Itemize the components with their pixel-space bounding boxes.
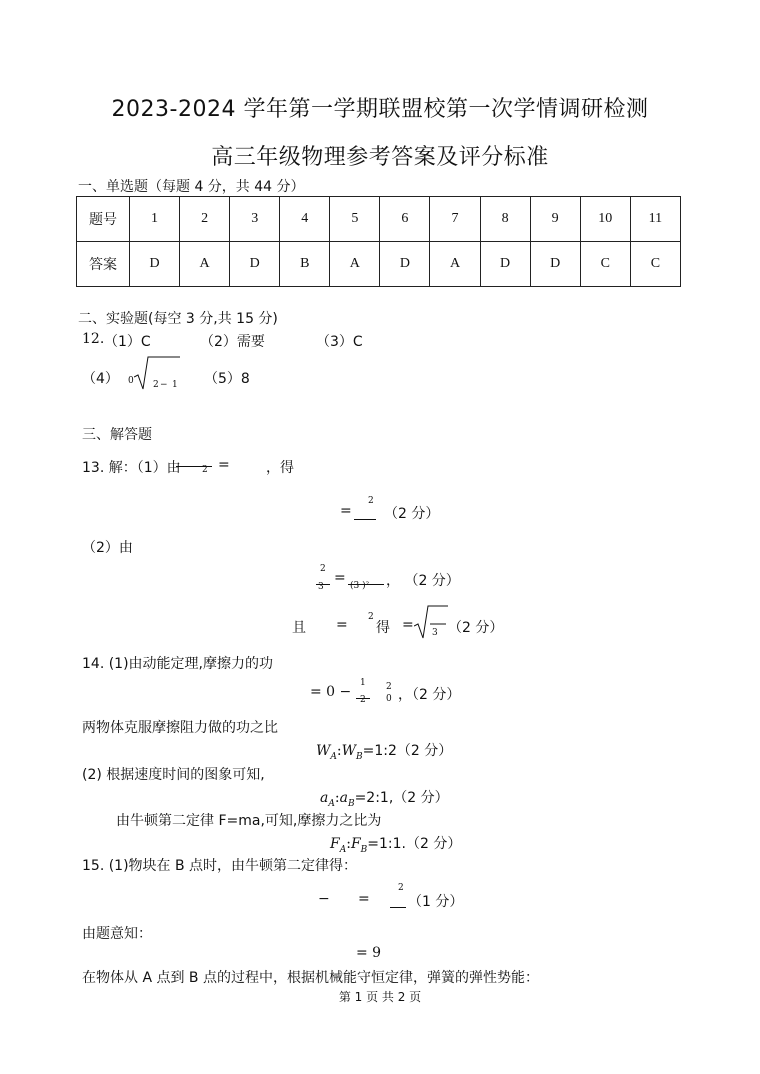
table-header-number: 题号 (77, 197, 130, 242)
q14-eq1-num: 1 (360, 678, 366, 688)
q12-part4: （4） (82, 371, 119, 387)
q15-line3: 在物体从 A 点到 B 点的过程中，根据机械能守恒定律，弹簧的弹性势能： (82, 970, 539, 986)
table-cell-number: 9 (530, 197, 580, 242)
q14-aa: a (320, 790, 329, 806)
q14-fb: F (350, 836, 361, 852)
q12-part1: （1）C (104, 334, 151, 350)
section3-heading: 三、解答题 (82, 427, 152, 443)
q13-eq4-score: （2 分） (448, 620, 504, 636)
table-cell-number: 2 (180, 197, 230, 242)
q14-wa-sub: A (330, 751, 337, 762)
q15-eq1-score: （1 分） (408, 894, 464, 910)
q13-part2: （2）由 (82, 540, 133, 556)
q14-eq1-sup: 2 (386, 682, 392, 692)
q13-eq3-score: ， （2 分） (386, 573, 460, 589)
table-cell-number: 1 (130, 197, 180, 242)
q13-eq3-den: 3 (318, 582, 324, 592)
q13-eq3-den2: (3 )² (350, 581, 370, 591)
q12-part4-sub0: 0 (128, 376, 134, 386)
q12-part2: （2）需要 (200, 334, 265, 350)
q13-eq2-bar (354, 519, 376, 520)
q13-eq1-get: ，得 (266, 460, 294, 476)
q14-fa: F (330, 836, 340, 852)
table-cell-answer: D (530, 242, 580, 287)
q14-colon1: : (336, 743, 342, 759)
q13-eq2-score: （2 分） (384, 506, 440, 522)
table-cell-number: 5 (330, 197, 380, 242)
q12-part5: （5）8 (204, 371, 250, 387)
q13-eq3-equals: = (334, 570, 346, 586)
q13-eq4-get: 得 (376, 620, 390, 636)
table-cell-answer: B (280, 242, 330, 287)
q13-eq4-sup: 2 (368, 612, 374, 622)
section1-heading: 一、单选题（每题 4 分，共 44 分） (78, 179, 305, 195)
document-title: 2023-2024 学年第一学期联盟校第一次学情调研检测 (111, 97, 649, 122)
q14-force-ratio (330, 833, 461, 855)
q13-eq2-sup: 2 (368, 496, 374, 506)
table-header-answer: 答案 (77, 242, 130, 287)
q13-eq4-equals1: = (336, 617, 348, 633)
q15-eq2: = 9 (356, 945, 382, 961)
q14-colon2: : (334, 790, 340, 806)
q14-work-ratio (316, 740, 452, 762)
q14-line5: 由牛顿第二定律 F=ma,可知,摩擦力之比为 (116, 813, 382, 829)
table-cell-number: 7 (430, 197, 480, 242)
table-cell-number: 4 (280, 197, 330, 242)
q14-ratio2: =2:1,（2 分） (354, 790, 449, 806)
table-cell-number: 11 (630, 197, 680, 242)
q14-eq1-score: ，（2 分） (398, 687, 461, 703)
q14-ab-sub: B (347, 798, 355, 809)
q14-eq1-sub: 0 (386, 694, 392, 704)
table-cell-answer: A (180, 242, 230, 287)
q15-eq1-bar (390, 907, 406, 908)
section2-heading: 二、实验题(每空 3 分,共 15 分) (78, 311, 278, 327)
answer-table (76, 196, 681, 287)
q12-number: 12. (82, 331, 105, 347)
q13-eq4-den: 3 (432, 628, 438, 638)
table-cell-number: 3 (230, 197, 280, 242)
q15-part1: 15. (1)物块在 B 点时，由牛顿第二定律得： (82, 858, 358, 874)
q13-eq2-equals: = (340, 503, 352, 519)
table-cell-answer: D (480, 242, 530, 287)
q13-eq1-sub: 2 (202, 465, 208, 475)
q15-line2: 由题意知： (82, 926, 152, 942)
table-cell-number: 8 (480, 197, 530, 242)
q14-accel-ratio (320, 787, 449, 809)
table-cell-answer: D (380, 242, 430, 287)
table-row-numbers (77, 197, 681, 242)
q13-eq4-equals2: = (402, 617, 414, 633)
q14-part2: (2) 根据速度时间的图象可知, (82, 767, 265, 783)
q14-ab: a (339, 790, 348, 806)
q12-part4-sub1: 1 (172, 380, 178, 390)
table-cell-answer: C (630, 242, 680, 287)
document-subtitle: 高三年级物理参考答案及评分标准 (211, 145, 549, 170)
table-cell-answer: A (330, 242, 380, 287)
table-cell-answer: D (130, 242, 180, 287)
q14-fb-sub: B (360, 844, 368, 855)
q13-intro: 13. 解：（1）由 (82, 460, 181, 476)
q15-eq1-equals: = (358, 891, 370, 907)
sqrt-symbol-icon (414, 604, 448, 640)
q14-line2: 两物体克服摩擦阻力做的功之比 (82, 720, 278, 736)
q14-eq1: = 0 − (310, 684, 352, 700)
q14-ratio1: =1:2（2 分） (362, 743, 453, 759)
q15-eq1-minus: − (318, 891, 330, 907)
table-cell-answer: A (430, 242, 480, 287)
table-cell-answer: C (580, 242, 630, 287)
q12-part4-sub2: 2 (153, 380, 159, 390)
table-cell-number: 6 (380, 197, 430, 242)
q14-wb: W (341, 743, 356, 759)
table-cell-answer: D (230, 242, 280, 287)
q14-colon3: : (346, 836, 351, 852)
page-footer: 第 1 页 共 2 页 (338, 990, 422, 1004)
q13-eq4-and: 且 (292, 620, 306, 636)
q14-wb-sub: B (356, 751, 363, 762)
q13-eq3-num: 2 (320, 564, 326, 574)
q12-part3: （3）C (316, 334, 363, 350)
q13-eq1-equals: = (218, 457, 230, 473)
q14-wa: W (316, 743, 331, 759)
q15-eq1-sup: 2 (398, 883, 404, 893)
q12-part4-minus: − (160, 380, 168, 390)
q14-fa-sub: A (339, 844, 347, 855)
table-row-answers (77, 242, 681, 287)
q14-ratio3: =1:1.（2 分） (367, 836, 462, 852)
table-cell-number: 10 (580, 197, 630, 242)
q14-aa-sub: A (328, 798, 335, 809)
q14-eq1-den: 2 (360, 695, 366, 705)
q14-part1: 14. (1)由动能定理,摩擦力的功 (82, 656, 273, 672)
